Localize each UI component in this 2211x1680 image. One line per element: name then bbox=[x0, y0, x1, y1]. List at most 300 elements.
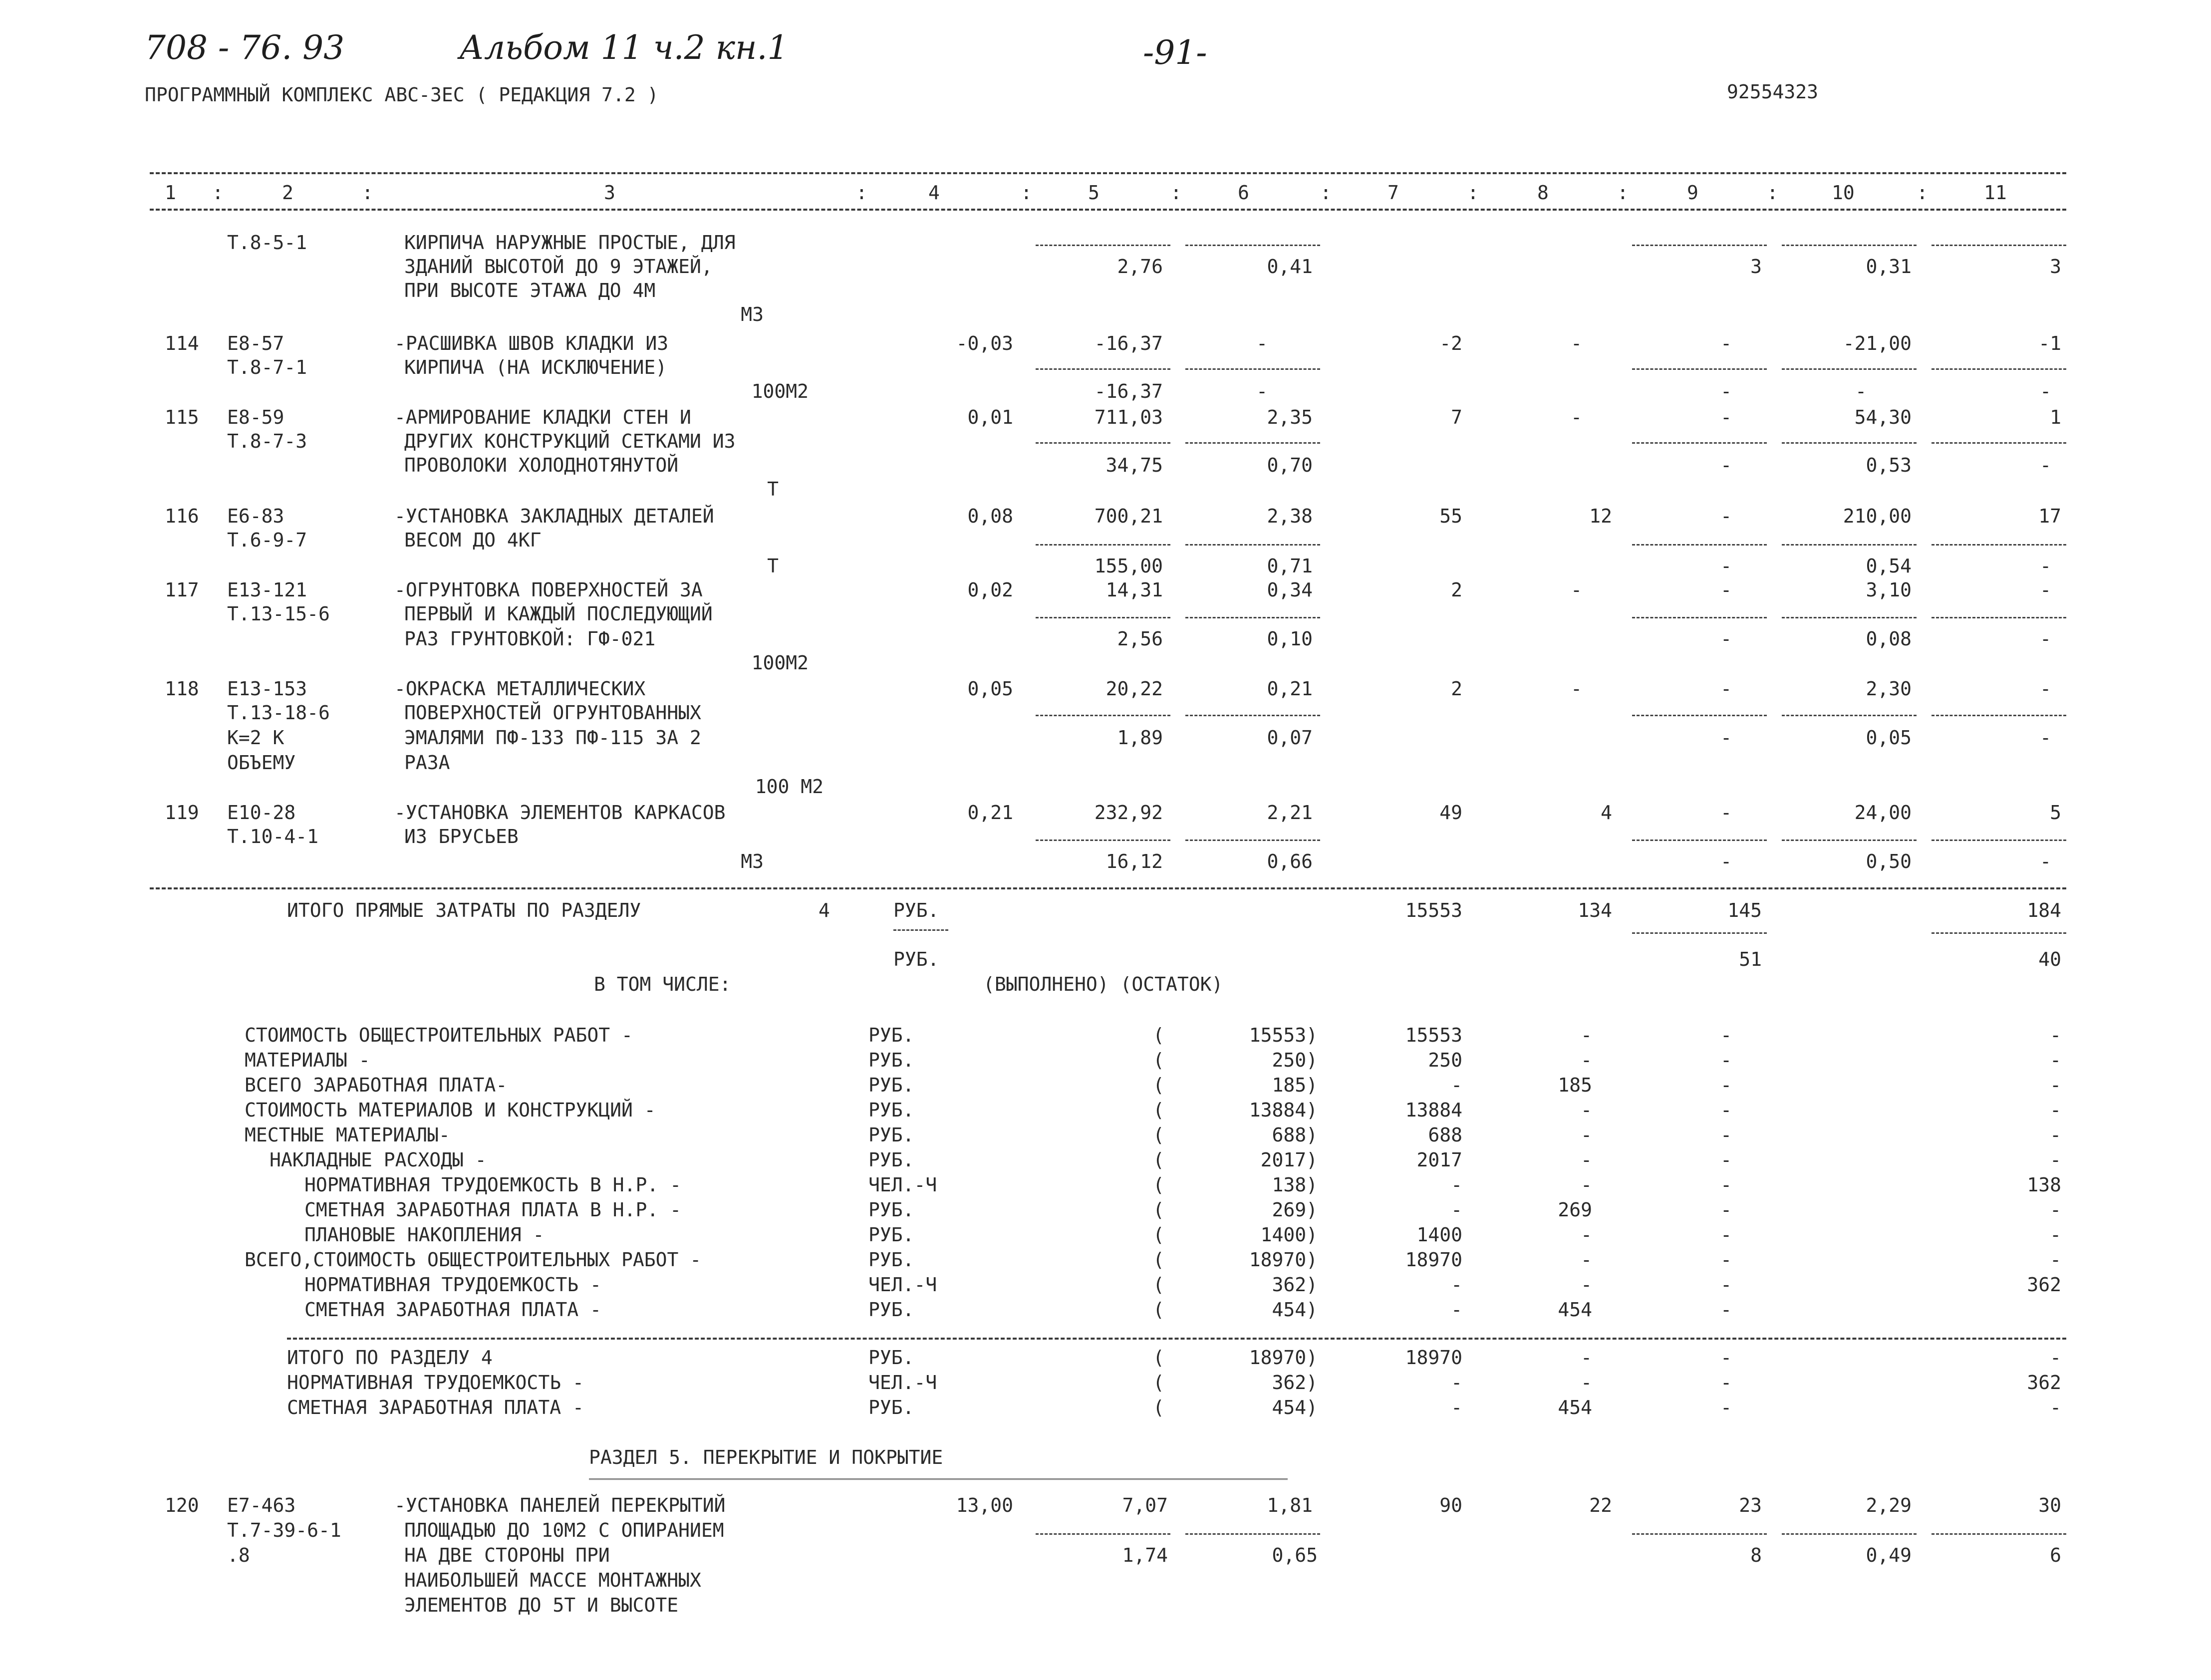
row-c11-bottom: - bbox=[2040, 380, 2051, 402]
row-code-ref: Т.7-39-6-1 bbox=[227, 1519, 341, 1541]
breakdown-unit: РУБ. bbox=[868, 1299, 914, 1321]
breakdown-c9: - bbox=[1720, 1224, 1732, 1246]
row-c10-bottom: 0,08 bbox=[1866, 628, 1912, 650]
col-8: 8 bbox=[1537, 182, 1549, 204]
section-total-c7: - bbox=[1451, 1397, 1462, 1418]
row-c10-bottom: 0,50 bbox=[1866, 850, 1912, 872]
row-c8: - bbox=[1571, 678, 1582, 700]
row-c5-top: 232,92 bbox=[1094, 802, 1163, 824]
row-c9-top: - bbox=[1720, 332, 1732, 354]
section-total-unit: РУБ. bbox=[868, 1347, 914, 1369]
row-c11-top: 1 bbox=[2050, 406, 2061, 428]
row-c5-top: -16,37 bbox=[1094, 332, 1163, 354]
row-code-coef: ОБЪЕМУ bbox=[227, 752, 296, 774]
row-c6-bottom: 0,65 bbox=[1272, 1544, 1318, 1566]
row-c9-bottom: 8 bbox=[1750, 1544, 1762, 1566]
breakdown-c9: - bbox=[1720, 1124, 1732, 1146]
section-total-rule bbox=[287, 1338, 2066, 1340]
row-c10-bottom: 0,49 bbox=[1866, 1544, 1912, 1566]
row-c11-bottom: - bbox=[2040, 555, 2051, 577]
header-bottom-rule bbox=[150, 209, 2066, 211]
row-desc-line: РАЗА bbox=[404, 752, 450, 774]
row-c10-bottom: 0,05 bbox=[1866, 727, 1912, 749]
open-paren: ( bbox=[1153, 1299, 1164, 1321]
breakdown-unit: РУБ. bbox=[868, 1099, 914, 1121]
breakdown-c7: 250 bbox=[1428, 1049, 1462, 1071]
section-total-c8: - bbox=[1581, 1372, 1592, 1394]
row-desc-line: ЭМАЛЯМИ ПФ-133 ПФ-115 ЗА 2 bbox=[404, 727, 701, 749]
row-c5-top: 14,31 bbox=[1106, 579, 1163, 601]
breakdown-c9: - bbox=[1720, 1099, 1732, 1121]
row-c9-bottom: - bbox=[1720, 727, 1732, 749]
row-desc-line: -УСТАНОВКА ЭЛЕМЕНТОВ КАРКАСОВ bbox=[394, 802, 726, 824]
program-line: ПРОГРАММНЫЙ КОМПЛЕКС АВС-3ЕС ( РЕДАКЦИЯ 7.2 ) bbox=[145, 84, 659, 106]
row-number: 117 bbox=[165, 579, 199, 601]
section-total-c11: - bbox=[2050, 1397, 2061, 1418]
col-11: 11 bbox=[1984, 182, 2007, 204]
row-c9-bottom: - bbox=[1720, 628, 1732, 650]
row-c8: 4 bbox=[1601, 802, 1612, 824]
row-c9-top: - bbox=[1720, 579, 1732, 601]
breakdown-c11: - bbox=[2050, 1049, 2061, 1071]
breakdown-c7: 15553 bbox=[1405, 1024, 1462, 1046]
open-paren: ( bbox=[1153, 1099, 1164, 1121]
breakdown-c7: 2017 bbox=[1416, 1149, 1462, 1171]
breakdown-c8: - bbox=[1581, 1049, 1592, 1071]
row-c8: - bbox=[1571, 332, 1582, 354]
breakdown-unit: РУБ. bbox=[868, 1224, 914, 1246]
breakdown-value: 13884) bbox=[1249, 1099, 1318, 1121]
breakdown-c7: - bbox=[1451, 1274, 1462, 1296]
row-c11-top: 30 bbox=[2038, 1494, 2061, 1516]
col-10: 10 bbox=[1832, 182, 1855, 204]
row-c5-bottom: -16,37 bbox=[1094, 380, 1163, 402]
row-c5-bottom: 155,00 bbox=[1094, 555, 1163, 577]
row-quantity: 0,08 bbox=[967, 505, 1013, 527]
breakdown-c11: 362 bbox=[2027, 1274, 2061, 1296]
breakdown-c7: - bbox=[1451, 1074, 1462, 1096]
row-quantity: -0,03 bbox=[956, 332, 1013, 354]
row-c9-top: 23 bbox=[1739, 1494, 1762, 1516]
row-c6-bottom: 0,10 bbox=[1267, 628, 1313, 650]
row-code-ref: Т.8-7-1 bbox=[227, 356, 307, 378]
breakdown-unit: РУБ. bbox=[868, 1249, 914, 1271]
breakdown-c8: 269 bbox=[1558, 1199, 1592, 1221]
row-quantity: 13,00 bbox=[956, 1494, 1013, 1516]
row-c8: - bbox=[1571, 406, 1582, 428]
row-c9-bottom: 3 bbox=[1750, 256, 1762, 278]
breakdown-unit: РУБ. bbox=[868, 1024, 914, 1046]
row-c5-bottom: 2,76 bbox=[1117, 256, 1163, 278]
document-number: 92554323 bbox=[1727, 81, 1819, 103]
breakdown-c7: - bbox=[1451, 1299, 1462, 1321]
breakdown-c9: - bbox=[1720, 1249, 1732, 1271]
row-desc-line: ПРИ ВЫСОТЕ ЭТАЖА ДО 4М bbox=[404, 280, 656, 301]
breakdown-label: ВСЕГО ЗАРАБОТНАЯ ПЛАТА- bbox=[245, 1074, 508, 1096]
breakdown-c7: 18970 bbox=[1405, 1249, 1462, 1271]
breakdown-c11: - bbox=[2050, 1099, 2061, 1121]
row-code: Е13-153 bbox=[227, 678, 307, 700]
breakdown-value: 2017) bbox=[1260, 1149, 1318, 1171]
breakdown-c8: - bbox=[1581, 1224, 1592, 1246]
totals-rule bbox=[150, 887, 2066, 889]
row-c7: 55 bbox=[1439, 505, 1462, 527]
row-c6-top: 2,38 bbox=[1267, 505, 1313, 527]
row-c9-bottom: - bbox=[1720, 850, 1732, 872]
row-c11-bottom: 6 bbox=[2050, 1544, 2061, 1566]
row-c11-bottom: 3 bbox=[2050, 256, 2061, 278]
section-total-label: ИТОГО ПО РАЗДЕЛУ 4 bbox=[287, 1347, 493, 1369]
section-total-c9: - bbox=[1720, 1397, 1732, 1418]
section-total-value: 454) bbox=[1272, 1397, 1318, 1418]
open-paren: ( bbox=[1153, 1274, 1164, 1296]
section-total-unit: ЧЕЛ.-Ч bbox=[868, 1372, 937, 1394]
handwritten-album: Альбом 11 ч.2 кн.1 bbox=[459, 28, 789, 67]
breakdown-value: 454) bbox=[1272, 1299, 1318, 1321]
row-c9-top: - bbox=[1720, 406, 1732, 428]
col-6: 6 bbox=[1238, 182, 1249, 204]
row-c10-top: 3,10 bbox=[1866, 579, 1912, 601]
row-c5-bottom: 34,75 bbox=[1106, 454, 1163, 476]
breakdown-label: СТОИМОСТЬ ОБЩЕСТРОИТЕЛЬНЫХ РАБОТ - bbox=[245, 1024, 633, 1046]
row-quantity: 0,02 bbox=[967, 579, 1013, 601]
breakdown-unit: РУБ. bbox=[868, 1124, 914, 1146]
row-desc-line: -АРМИРОВАНИЕ КЛАДКИ СТЕН И bbox=[394, 406, 691, 428]
section-total-c9: - bbox=[1720, 1372, 1732, 1394]
row-code-coef: К=2 К bbox=[227, 727, 284, 749]
row-c5-bottom: 1,89 bbox=[1117, 727, 1163, 749]
row-unit: Т bbox=[767, 478, 779, 500]
including-label: В ТОМ ЧИСЛЕ: bbox=[594, 973, 731, 995]
row-code: Е10-28 bbox=[227, 802, 296, 824]
row-c7: -2 bbox=[1439, 332, 1462, 354]
row-code-ref: .8 bbox=[227, 1544, 250, 1566]
breakdown-c7: 1400 bbox=[1416, 1224, 1462, 1246]
open-paren: ( bbox=[1153, 1074, 1164, 1096]
row-c6-bottom: 0,70 bbox=[1267, 454, 1313, 476]
row-quantity: 0,05 bbox=[967, 678, 1013, 700]
section-total-c7: - bbox=[1451, 1372, 1462, 1394]
row-c9-bottom: - bbox=[1720, 555, 1732, 577]
row-code-ref: Т.13-15-6 bbox=[227, 603, 330, 625]
section-total-value: 18970) bbox=[1249, 1347, 1318, 1369]
row-c11-top: 5 bbox=[2050, 802, 2061, 824]
breakdown-value: 688) bbox=[1272, 1124, 1318, 1146]
row-code: Е6-83 bbox=[227, 505, 284, 527]
row-c5-top: 711,03 bbox=[1094, 406, 1163, 428]
row-c5-top: 7,07 bbox=[1122, 1494, 1168, 1516]
row-desc-line: ПОВЕРХНОСТЕЙ ОГРУНТОВАННЫХ bbox=[404, 702, 701, 724]
breakdown-value: 15553) bbox=[1249, 1024, 1318, 1046]
row-desc-line: ПЕРВЫЙ И КАЖДЫЙ ПОСЛЕДУЮЩИЙ bbox=[404, 603, 713, 625]
section-5-title: РАЗДЕЛ 5. ПЕРЕКРЫТИЕ И ПОКРЫТИЕ bbox=[589, 1446, 943, 1468]
row-quantity: 0,21 bbox=[967, 802, 1013, 824]
header-top-rule bbox=[150, 172, 2066, 174]
row-c7: 7 bbox=[1451, 406, 1462, 428]
row-code-ref: Т.13-18-6 bbox=[227, 702, 330, 724]
row-c9-bottom: - bbox=[1720, 454, 1732, 476]
row-c6-top: 2,35 bbox=[1267, 406, 1313, 428]
row-c11-top: 17 bbox=[2038, 505, 2061, 527]
breakdown-label: СМЕТНАЯ ЗАРАБОТНАЯ ПЛАТА В Н.Р. - bbox=[304, 1199, 681, 1221]
row-c10-top: 2,29 bbox=[1866, 1494, 1912, 1516]
section-total-c9: - bbox=[1720, 1347, 1732, 1369]
col-2: 2 bbox=[282, 182, 293, 204]
col-1: 1 bbox=[165, 182, 176, 204]
row-number: 116 bbox=[165, 505, 199, 527]
totals-c11-bottom: 40 bbox=[2038, 948, 2061, 970]
breakdown-c9: - bbox=[1720, 1074, 1732, 1096]
row-c10-top: -21,00 bbox=[1843, 332, 1912, 354]
section-total-c11: 362 bbox=[2027, 1372, 2061, 1394]
breakdown-c8: - bbox=[1581, 1024, 1592, 1046]
estimate-page: 708 - 76. 93 Альбом 11 ч.2 кн.1 -91- ПРОГРАММНЫЙ КОМПЛЕКС АВС-3ЕС ( РЕДАКЦИЯ 7.2 ) 92554323 1 : 2 : 3 : 4 : 5 : 6 : 7 : 8 : 9 : 10 : 11 Т.8-5-1 КИРПИЧА НАРУЖНЫЕ ПРОСТЫЕ, ДЛЯ ЗДАНИЙ ВЫСОТОЙ ДО 9 ЭТАЖЕЙ, ПРИ ВЫСОТЕ ЭТАЖА ДО 4М М3 2,76 0,41 3 0,31 3 114 Е8-57 Т.8-7-1 -РАСШИВКА ШВОВ КЛАДКИ ИЗ КИРПИЧА (НА ИСКЛЮЧЕНИЕ) 100М2 -0,03 -16,37 - -16,37 - -2 - - -21,00 -1 - - - 115 Е8-59 Т.8-7-3 -АРМИРОВАНИЕ КЛАДКИ СТЕН И ДРУГИХ КОНСТРУКЦИЙ СЕТКАМИ ИЗ ПРОВОЛОКИ ХОЛОДНОТЯНУТОЙ Т 0,01 711,03 2,35 34,75 0,70 7 - - 54,30 1 - 0,53 - 116 Е6-83 Т.6-9-7 -УСТАНОВКА ЗАКЛАДНЫХ ДЕТАЛЕЙ ВЕСОМ ДО 4КГ Т 0,08 700,21 2,38 155,00 0,71 55 12 - 210,00 17 - 0,54 - 117 Е13-121 Т.13-15-6 -ОГРУНТОВКА ПОВЕРХНОСТЕЙ ЗА ПЕРВЫЙ И КАЖДЫЙ ПОСЛЕДУЮЩИЙ РАЗ ГРУНТОВКОЙ: ГФ-021 100М2 0,02 14,31 0,34 2,56 0,10 2 - - 3,10 - - 0,08 - 118 Е13-153 Т.13-18-6 К=2 К ОБЪЕМУ -ОКРАСКА МЕТАЛЛИЧЕСКИХ ПОВЕРХНОСТЕЙ ОГРУНТОВАННЫХ ЭМАЛЯМИ ПФ-133 ПФ-115 ЗА 2 РАЗА 100 М2 0,05 20,22 0,21 1,89 0,07 2 - - 2,30 - - 0,05 - 119 Е10-28 Т.10-4-1 -УСТАНОВКА ЭЛЕМЕНТОВ КАРКАСОВ ИЗ БРУСЬЕВ М3 0,21 232,92 2,21 16,12 0,66 49 4 - 24,00 5 - 0,50 - ИТОГО ПРЯМЫЕ ЗАТРАТЫ ПО РАЗДЕЛУ 4 РУБ. РУБ. 15553 134 145 51 184 40 В ТОМ ЧИСЛЕ: (ВЫПОЛНЕНО) (ОСТАТОК) СТОИМОСТЬ ОБЩЕСТРОИТЕЛЬНЫХ РАБОТ - РУБ. ( 15553) 15553 - - - МАТЕРИАЛЫ - РУБ. ( 250) 250 - - - ВСЕГО ЗАРАБОТНАЯ ПЛАТА- РУБ. ( 185) - 185 - - СТОИМОСТЬ МАТЕРИАЛОВ И КОНСТРУКЦИЙ - РУБ. ( 13884) 13884 - - - МЕСТНЫЕ МАТЕРИАЛЫ- РУБ. ( 688) 688 - - - НАКЛАДНЫЕ РАСХОДЫ - РУБ. ( 2017) 2017 - - - НОРМАТИВНАЯ ТРУДОЕМКОСТЬ В Н.Р. - ЧЕЛ.-Ч ( 138) - - - 138 СМЕТНАЯ ЗАРАБОТНАЯ ПЛАТА В Н.Р. - РУБ. ( 269) - 269 - - ПЛАНОВЫЕ НАКОПЛЕНИЯ - РУБ. ( 1400) 1400 - - - ВСЕГО,СТОИМОСТЬ ОБЩЕСТРОИТЕЛЬНЫХ РАБОТ - РУБ. ( 18970) 18970 - - - НОРМАТИВНАЯ ТРУДОЕМКОСТЬ - ЧЕЛ.-Ч ( 362) - - - 362 СМЕТНАЯ ЗАРАБОТНАЯ ПЛАТА - РУБ. ( 454) - 454 - ИТОГО ПО РАЗДЕЛУ 4 РУБ. ( 18970) 18970 - - - НОРМАТИВНАЯ ТРУДОЕМКОСТЬ - ЧЕЛ.-Ч ( 362) - - - 362 СМЕТНАЯ ЗАРАБОТНАЯ ПЛАТА - РУБ. ( 454) - 454 - - РАЗДЕЛ 5. ПЕРЕКРЫТИЕ И ПОКРЫТИЕ 120 Е7-463 Т.7-39-6-1 .8 -УСТАНОВКА ПАНЕЛЕЙ ПЕРЕКРЫТИЙ ПЛОЩАДЬЮ ДО 10М2 С ОПИРАНИЕМ НА ДВЕ СТОРОНЫ ПРИ НАИБОЛЬШЕЙ МАССЕ МОНТАЖНЫХ ЭЛЕМЕНТОВ ДО 5Т И ВЫСОТЕ 13,00 7,07 1,81 1,74 0,65 90 22 23 2,29 30 8 0,49 6 bbox=[0, 0, 2211, 1680]
breakdown-c9: - bbox=[1720, 1174, 1732, 1196]
row-c10-top: 2,30 bbox=[1866, 678, 1912, 700]
row-number: 119 bbox=[165, 802, 199, 824]
breakdown-c8: - bbox=[1581, 1249, 1592, 1271]
breakdown-unit: РУБ. bbox=[868, 1199, 914, 1221]
row-c7: 2 bbox=[1451, 678, 1462, 700]
col-5: 5 bbox=[1088, 182, 1100, 204]
row-c5-bottom: 16,12 bbox=[1106, 850, 1163, 872]
done-rest-header: (ВЫПОЛНЕНО) (ОСТАТОК) bbox=[983, 973, 1223, 995]
breakdown-c7: - bbox=[1451, 1174, 1462, 1196]
open-paren: ( bbox=[1153, 1372, 1164, 1394]
breakdown-value: 250) bbox=[1272, 1049, 1318, 1071]
section-5-underline bbox=[589, 1478, 1288, 1480]
row-c10-top: 210,00 bbox=[1843, 505, 1912, 527]
row-c6-bottom: 0,66 bbox=[1267, 850, 1313, 872]
breakdown-value: 18970) bbox=[1249, 1249, 1318, 1271]
row-c6-top: - bbox=[1256, 332, 1268, 354]
row-desc-line: ДРУГИХ КОНСТРУКЦИЙ СЕТКАМИ ИЗ bbox=[404, 430, 736, 452]
breakdown-unit: ЧЕЛ.-Ч bbox=[868, 1274, 937, 1296]
row-unit: 100М2 bbox=[751, 652, 809, 674]
row-c6-bottom: - bbox=[1256, 380, 1268, 402]
breakdown-c11: - bbox=[2050, 1074, 2061, 1096]
breakdown-c11: - bbox=[2050, 1224, 2061, 1246]
row-c9-top: - bbox=[1720, 802, 1732, 824]
open-paren: ( bbox=[1153, 1174, 1164, 1196]
breakdown-c9: - bbox=[1720, 1024, 1732, 1046]
row-number: 114 bbox=[165, 332, 199, 354]
open-paren: ( bbox=[1153, 1224, 1164, 1246]
totals-c9-top: 145 bbox=[1727, 899, 1762, 921]
breakdown-c7: 13884 bbox=[1405, 1099, 1462, 1121]
section-total-c8: - bbox=[1581, 1347, 1592, 1369]
row-c7: 2 bbox=[1451, 579, 1462, 601]
col-9: 9 bbox=[1687, 182, 1698, 204]
row-number: 115 bbox=[165, 406, 199, 428]
totals-c8: 134 bbox=[1578, 899, 1612, 921]
breakdown-c8: - bbox=[1581, 1099, 1592, 1121]
breakdown-unit: РУБ. bbox=[868, 1074, 914, 1096]
section-total-unit: РУБ. bbox=[868, 1397, 914, 1418]
row-c11-top: -1 bbox=[2038, 332, 2061, 354]
breakdown-label: СТОИМОСТЬ МАТЕРИАЛОВ И КОНСТРУКЦИЙ - bbox=[245, 1099, 656, 1121]
row-c8: 12 bbox=[1589, 505, 1612, 527]
breakdown-value: 138) bbox=[1272, 1174, 1318, 1196]
row-c10-bottom: 0,54 bbox=[1866, 555, 1912, 577]
row-c6-top: 0,21 bbox=[1267, 678, 1313, 700]
row-c11-bottom: - bbox=[2040, 628, 2051, 650]
breakdown-label: МЕСТНЫЕ МАТЕРИАЛЫ- bbox=[245, 1124, 450, 1146]
breakdown-c7: 688 bbox=[1428, 1124, 1462, 1146]
row-code: Е8-57 bbox=[227, 332, 284, 354]
row-code-ref: Т.6-9-7 bbox=[227, 529, 307, 551]
section-total-label: СМЕТНАЯ ЗАРАБОТНАЯ ПЛАТА - bbox=[287, 1397, 584, 1418]
row-desc-line: НА ДВЕ СТОРОНЫ ПРИ bbox=[404, 1544, 610, 1566]
row-unit: М3 bbox=[741, 303, 764, 325]
totals-unit: РУБ. bbox=[893, 899, 939, 921]
row-desc-line: -ОГРУНТОВКА ПОВЕРХНОСТЕЙ ЗА bbox=[394, 579, 703, 601]
row-c6-top: 1,81 bbox=[1267, 1494, 1313, 1516]
row-c7: 49 bbox=[1439, 802, 1462, 824]
row-c6-bottom: 0,41 bbox=[1267, 256, 1313, 278]
row-desc-line: ВЕСОМ ДО 4КГ bbox=[404, 529, 542, 551]
row-unit: 100 М2 bbox=[755, 776, 824, 798]
col-4: 4 bbox=[928, 182, 940, 204]
row-c8: 22 bbox=[1589, 1494, 1612, 1516]
row-c11-bottom: - bbox=[2040, 454, 2051, 476]
row-c10-bottom: 0,53 bbox=[1866, 454, 1912, 476]
col-7: 7 bbox=[1387, 182, 1399, 204]
breakdown-c11: - bbox=[2050, 1124, 2061, 1146]
breakdown-label: ВСЕГО,СТОИМОСТЬ ОБЩЕСТРОИТЕЛЬНЫХ РАБОТ - bbox=[245, 1249, 702, 1271]
breakdown-c8: - bbox=[1581, 1174, 1592, 1196]
open-paren: ( bbox=[1153, 1149, 1164, 1171]
open-paren: ( bbox=[1153, 1124, 1164, 1146]
row-c9-top: - bbox=[1720, 505, 1732, 527]
row-code: Е13-121 bbox=[227, 579, 307, 601]
row-desc-line: ИЗ БРУСЬЕВ bbox=[404, 826, 519, 847]
totals-section-number: 4 bbox=[819, 899, 830, 921]
row-c6-top: 0,34 bbox=[1267, 579, 1313, 601]
breakdown-label: СМЕТНАЯ ЗАРАБОТНАЯ ПЛАТА - bbox=[304, 1299, 601, 1321]
breakdown-c9: - bbox=[1720, 1299, 1732, 1321]
open-paren: ( bbox=[1153, 1199, 1164, 1221]
row-c5-top: 700,21 bbox=[1094, 505, 1163, 527]
breakdown-label: МАТЕРИАЛЫ - bbox=[245, 1049, 370, 1071]
row-number: 118 bbox=[165, 678, 199, 700]
breakdown-value: 362) bbox=[1272, 1274, 1318, 1296]
breakdown-c9: - bbox=[1720, 1199, 1732, 1221]
row-c6-top: 2,21 bbox=[1267, 802, 1313, 824]
row-c5-bottom: 2,56 bbox=[1117, 628, 1163, 650]
row-c11-top: - bbox=[2040, 579, 2051, 601]
section-total-c8: 454 bbox=[1558, 1397, 1592, 1418]
breakdown-c7: - bbox=[1451, 1199, 1462, 1221]
open-paren: ( bbox=[1153, 1049, 1164, 1071]
handwritten-page-number: -91- bbox=[1143, 33, 1207, 72]
section-total-c11: - bbox=[2050, 1347, 2061, 1369]
open-paren: ( bbox=[1153, 1347, 1164, 1369]
row-c10-top: 54,30 bbox=[1854, 406, 1912, 428]
row-desc-line: -УСТАНОВКА ЗАКЛАДНЫХ ДЕТАЛЕЙ bbox=[394, 505, 714, 527]
row-code: Е8-59 bbox=[227, 406, 284, 428]
totals-c9-bottom: 51 bbox=[1739, 948, 1762, 970]
breakdown-c9: - bbox=[1720, 1049, 1732, 1071]
row-unit: Т bbox=[767, 555, 779, 577]
row-c10-bottom: - bbox=[1855, 380, 1867, 402]
handwritten-doc-code: 708 - 76. 93 bbox=[145, 28, 345, 67]
row-c11-top: - bbox=[2040, 678, 2051, 700]
col-3: 3 bbox=[604, 182, 615, 204]
row-code: Т.8-5-1 bbox=[227, 232, 307, 254]
totals-c11-top: 184 bbox=[2027, 899, 2061, 921]
open-paren: ( bbox=[1153, 1249, 1164, 1271]
breakdown-value: 269) bbox=[1272, 1199, 1318, 1221]
breakdown-c11: - bbox=[2050, 1024, 2061, 1046]
row-c11-bottom: - bbox=[2040, 727, 2051, 749]
totals-unit: РУБ. bbox=[893, 948, 939, 970]
breakdown-c9: - bbox=[1720, 1149, 1732, 1171]
row-c8: - bbox=[1571, 579, 1582, 601]
breakdown-label: НОРМАТИВНАЯ ТРУДОЕМКОСТЬ В Н.Р. - bbox=[304, 1174, 681, 1196]
totals-label: ИТОГО ПРЯМЫЕ ЗАТРАТЫ ПО РАЗДЕЛУ bbox=[287, 899, 641, 921]
row-quantity: 0,01 bbox=[967, 406, 1013, 428]
breakdown-label: НАКЛАДНЫЕ РАСХОДЫ - bbox=[270, 1149, 487, 1171]
row-number: 120 bbox=[165, 1494, 199, 1516]
breakdown-value: 1400) bbox=[1260, 1224, 1318, 1246]
breakdown-c11: 138 bbox=[2027, 1174, 2061, 1196]
breakdown-c8: - bbox=[1581, 1124, 1592, 1146]
row-unit: 100М2 bbox=[751, 380, 809, 402]
row-desc-line: НАИБОЛЬШЕЙ МАССЕ МОНТАЖНЫХ bbox=[404, 1569, 701, 1591]
row-desc-line: КИРПИЧА НАРУЖНЫЕ ПРОСТЫЕ, ДЛЯ bbox=[404, 232, 736, 254]
row-c9-top: - bbox=[1720, 678, 1732, 700]
row-c5-top: 20,22 bbox=[1106, 678, 1163, 700]
row-desc-line: ПЛОЩАДЬЮ ДО 10М2 С ОПИРАНИЕМ bbox=[404, 1519, 724, 1541]
row-c9-bottom: - bbox=[1720, 380, 1732, 402]
row-c10-bottom: 0,31 bbox=[1866, 256, 1912, 278]
row-desc-line: ЗДАНИЙ ВЫСОТОЙ ДО 9 ЭТАЖЕЙ, bbox=[404, 256, 713, 278]
row-c5-bottom: 1,74 bbox=[1122, 1544, 1168, 1566]
breakdown-unit: ЧЕЛ.-Ч bbox=[868, 1174, 937, 1196]
row-desc-line: РАЗ ГРУНТОВКОЙ: ГФ-021 bbox=[404, 628, 656, 650]
row-c10-top: 24,00 bbox=[1854, 802, 1912, 824]
open-paren: ( bbox=[1153, 1397, 1164, 1418]
breakdown-value: 185) bbox=[1272, 1074, 1318, 1096]
breakdown-c8: 454 bbox=[1558, 1299, 1592, 1321]
row-unit: М3 bbox=[741, 850, 764, 872]
breakdown-unit: РУБ. bbox=[868, 1049, 914, 1071]
row-code-ref: Т.8-7-3 bbox=[227, 430, 307, 452]
breakdown-label: НОРМАТИВНАЯ ТРУДОЕМКОСТЬ - bbox=[304, 1274, 601, 1296]
row-desc-line: -РАСШИВКА ШВОВ КЛАДКИ ИЗ bbox=[394, 332, 669, 354]
section-total-label: НОРМАТИВНАЯ ТРУДОЕМКОСТЬ - bbox=[287, 1372, 584, 1394]
row-c6-bottom: 0,71 bbox=[1267, 555, 1313, 577]
totals-c7: 15553 bbox=[1405, 899, 1462, 921]
section-total-c7: 18970 bbox=[1405, 1347, 1462, 1369]
row-c7: 90 bbox=[1439, 1494, 1462, 1516]
row-desc-line: -УСТАНОВКА ПАНЕЛЕЙ ПЕРЕКРЫТИЙ bbox=[394, 1494, 726, 1516]
breakdown-c11: - bbox=[2050, 1199, 2061, 1221]
row-desc-line: ПРОВОЛОКИ ХОЛОДНОТЯНУТОЙ bbox=[404, 454, 679, 476]
breakdown-c8: - bbox=[1581, 1274, 1592, 1296]
breakdown-c11: - bbox=[2050, 1149, 2061, 1171]
breakdown-c9: - bbox=[1720, 1274, 1732, 1296]
section-total-value: 362) bbox=[1272, 1372, 1318, 1394]
row-desc-line: ЭЛЕМЕНТОВ ДО 5Т И ВЫСОТЕ bbox=[404, 1594, 679, 1616]
row-desc-line: -ОКРАСКА МЕТАЛЛИЧЕСКИХ bbox=[394, 678, 646, 700]
breakdown-c8: 185 bbox=[1558, 1074, 1592, 1096]
breakdown-label: ПЛАНОВЫЕ НАКОПЛЕНИЯ - bbox=[304, 1224, 545, 1246]
breakdown-c11: - bbox=[2050, 1249, 2061, 1271]
breakdown-unit: РУБ. bbox=[868, 1149, 914, 1171]
row-desc-line: КИРПИЧА (НА ИСКЛЮЧЕНИЕ) bbox=[404, 356, 667, 378]
